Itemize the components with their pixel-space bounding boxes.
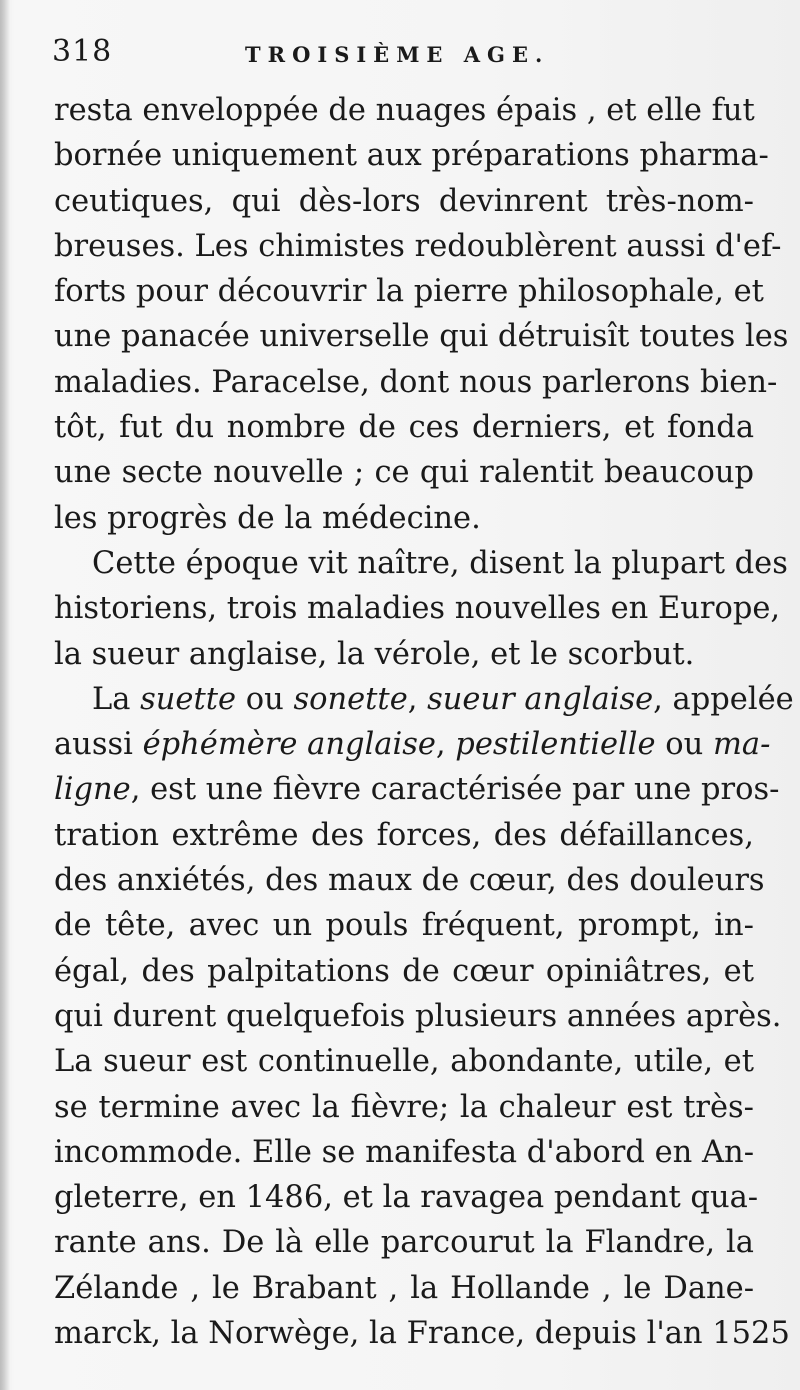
text-line: des anxiétés, des maux de cœur, des douleurs [54, 863, 765, 899]
text-line: marck, la Norwège, la France, depuis l'an 1525 [54, 1316, 790, 1352]
text-line: historiens, trois maladies nouvelles en Europe, [54, 591, 781, 627]
italic-term-maligne-start: ma- [713, 727, 771, 763]
italic-term-suette: suette [140, 681, 237, 717]
text-segment: ou [655, 727, 714, 763]
italic-term-sueur-anglaise: sueur anglaise [427, 681, 654, 717]
text-line: de tête, avec un pouls fréquent, prompt, in- [54, 908, 754, 944]
italic-term-ephemere-anglaise: éphémère anglaise [142, 727, 436, 763]
text-segment: aussi [54, 727, 143, 763]
text-line: forts pour découvrir la pierre philosophale, et [54, 274, 764, 310]
italic-term-pestilentielle: pestilentielle [455, 727, 656, 763]
text-line [54, 767, 780, 812]
page-header [50, 30, 760, 78]
text-line: égal, des palpitations de cœur opiniâtres, et [54, 953, 754, 989]
text-line: resta enveloppée de nuages épais , et elle fut [54, 93, 755, 128]
paragraph-first-line: Cette époque vit naître, disent la plupart des [92, 545, 788, 581]
text-line: Zélande , le Brabant , la Hollande , le Dane- [54, 1270, 754, 1306]
text-line: rante ans. De là elle parcourut la Flandre, la [54, 1225, 754, 1261]
text-line: maladies. Paracelse, dont nous parlerons bien- [54, 364, 778, 400]
gutter-shadow [0, 0, 10, 1390]
text-line: incommode. Elle se manifesta d'abord en An- [54, 1134, 754, 1170]
text-segment: , appelée [653, 681, 794, 717]
text-segment: ou [236, 681, 294, 717]
text-line: bornée uniquement aux préparations pharma- [54, 138, 769, 174]
text-segment: , est une fièvre caractérisée par une pros- [130, 772, 780, 808]
text-segment: La [92, 681, 141, 717]
text-line: gleterre, en 1486, et la ravagea pendant qua- [54, 1180, 759, 1216]
text-line: se termine avec la fièvre; la chaleur est très- [54, 1089, 754, 1125]
text-line: tration extrême des forces, des défaillances, [54, 817, 754, 853]
text-segment: , [407, 681, 428, 717]
text-line [54, 722, 771, 767]
page-number: 318 [52, 34, 113, 69]
text-line: tôt, fut du nombre de ces derniers, et fonda [54, 410, 754, 446]
text-line: une secte nouvelle ; ce qui ralentit beaucoup [54, 455, 754, 491]
text-line: qui durent quelquefois plusieurs années après. [54, 998, 782, 1034]
running-head: TROISIÈME AGE. [245, 42, 550, 67]
text-line: une panacée universelle qui détruisît toutes les [54, 319, 789, 355]
italic-term-sonette: sonette [293, 681, 408, 717]
paragraph-last-line: la sueur anglaise, la vérole, et le scorbut. [54, 636, 695, 672]
italic-term-maligne-end: ligne [54, 772, 131, 808]
paragraph-last-line: les progrès de la médecine. [54, 500, 481, 536]
text-line: breuses. Les chimistes redoublèrent aussi d'ef- [54, 228, 782, 264]
text-segment: , [435, 727, 456, 763]
paragraph-first-line [54, 677, 794, 722]
body-text [54, 88, 794, 1356]
text-line: ceutiques, qui dès-lors devinrent très-nom- [54, 183, 754, 219]
text-line: La sueur est continuelle, abondante, utile, et [54, 1044, 754, 1080]
